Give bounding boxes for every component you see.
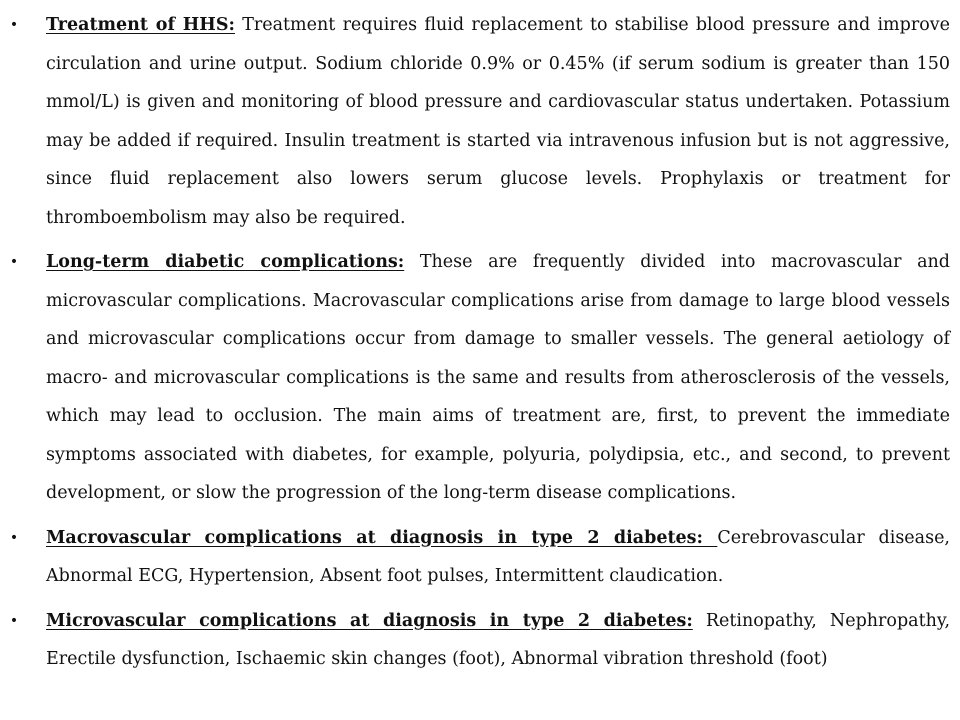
list-item-macrovascular-complications [8,519,950,596]
bullet-icon: • [9,612,19,629]
item-heading: Treatment of HHS: [46,15,235,35]
list-item-treatment-of-hhs [8,6,950,237]
item-body: Retinopathy, Nephropathy, Erectile dysfunction, Ischaemic skin changes (foot), Abnormal vibration threshold (foot) [46,610,951,669]
item-body: Cerebrovascular disease, Abnormal ECG, Hypertension, Absent foot pulses, Intermittent claudication. [46,527,950,586]
bullet-icon: • [9,17,19,33]
list-item-microvascular-complications [8,602,950,679]
item-body: These are frequently divided into macrovascular and microvascular complications. Macrovascular complications arise from damage to large blood vessels and microvascular complications occur from damage to smaller vessels. The general aetiology of macro- and microvascular complications is the same and results from atherosclerosis of the vessels, which may lead to occlusion. The main aims of treatment are, first, to prevent the immediate symptoms associated with diabetes, for example, polyuria, polydipsia, etc., and second, to prevent development, or slow the progression of the long-term disease complications. [46,252,950,503]
item-heading: Microvascular complications at diagnosis in type 2 diabetes: [46,610,693,631]
bullet-icon: • [9,529,19,546]
item-heading: Long-term diabetic complications: [46,252,405,272]
item-body: Treatment requires fluid replacement to stabilise blood pressure and improve circulation and urine output. Sodium chloride 0.9% or 0.45% (if serum sodium is greater than 150 mmol/L) is given and monitoring of blood pressure and cardiovascular status undertaken. Potassium may be added if required. Insulin treatment is started via intravenous infusion but is not aggressive, since fluid replacement also lowers serum glucose levels. Prophylaxis or treatment for thromboembolism may also be required. [46,15,950,228]
bullet-list [8,6,950,679]
item-heading: Macrovascular complications at diagnosis in type 2 diabetes: [46,527,718,548]
list-item-long-term-complications [8,243,950,513]
bullet-icon: • [9,254,19,270]
